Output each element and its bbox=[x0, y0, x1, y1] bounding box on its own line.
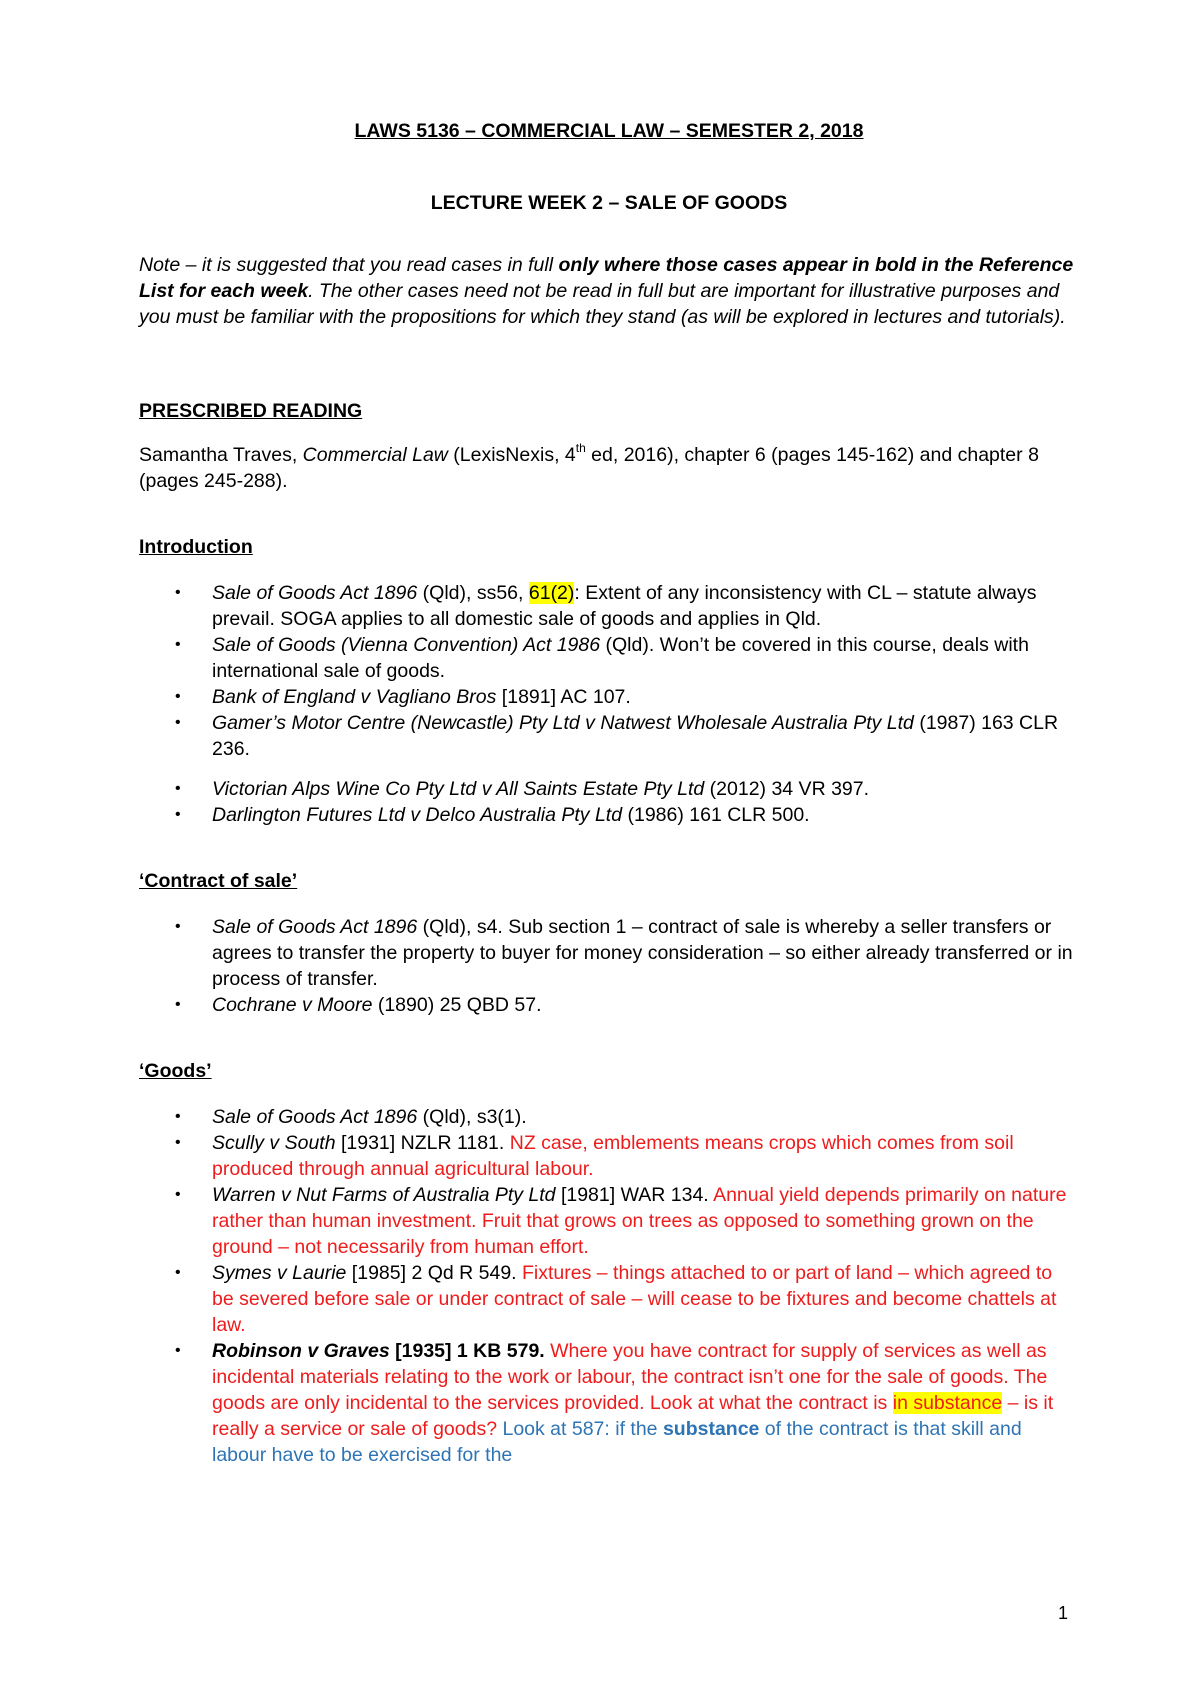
note-bold-text: only where those cases appear in bold in the Reference List for each week bbox=[139, 254, 1074, 302]
publisher-text: (LexisNexis, 4 bbox=[447, 444, 576, 466]
list-item bbox=[139, 992, 1079, 1018]
bullet-icon: • bbox=[175, 688, 181, 705]
case-citation: [1935] 1 KB 579. bbox=[389, 1340, 545, 1362]
case-name: Sale of Goods Act 1896 bbox=[212, 1106, 418, 1128]
bullet-icon: • bbox=[175, 1134, 181, 1151]
case-name: Robinson v Graves bbox=[212, 1340, 390, 1362]
contract-of-sale-list bbox=[139, 914, 1079, 1018]
goods-heading: ‘Goods’ bbox=[139, 1060, 212, 1082]
case-citation: (2012) 34 VR 397. bbox=[704, 778, 870, 800]
case-citation: [1981] WAR 134. bbox=[555, 1184, 714, 1206]
list-item bbox=[139, 684, 1079, 710]
bullet-icon: • bbox=[175, 780, 181, 797]
case-citation: [1891] AC 107. bbox=[496, 686, 631, 708]
bullet-icon: • bbox=[175, 714, 181, 731]
list-item bbox=[139, 776, 1079, 802]
note-text-2: . The other cases need not be read in full but are important for illustrative purposes and you must be familiar with the propositions for which they stand (as will be explored in lectures and tutorials). bbox=[139, 280, 1066, 328]
page-content bbox=[139, 118, 1079, 1468]
case-name: Cochrane v Moore bbox=[212, 994, 373, 1016]
contract-of-sale-heading: ‘Contract of sale’ bbox=[139, 870, 298, 892]
bullet-icon: • bbox=[175, 1342, 181, 1359]
case-citation: [1931] NZLR 1181. bbox=[335, 1132, 510, 1154]
list-item bbox=[139, 1104, 1079, 1130]
book-title: Commercial Law bbox=[302, 444, 448, 466]
red-annotation: – is it really a service or sale of goods? bbox=[212, 1392, 1054, 1440]
note-text-1: Note – it is suggested that you read cases in full bbox=[139, 254, 559, 276]
case-name: Warren v Nut Farms of Australia Pty Ltd bbox=[212, 1184, 556, 1206]
list-item bbox=[139, 802, 1079, 828]
bullet-icon: • bbox=[175, 806, 181, 823]
bullet-icon: • bbox=[175, 1264, 181, 1281]
page-number: 1 bbox=[1057, 1603, 1068, 1623]
introduction-list bbox=[139, 580, 1079, 828]
case-name: Sale of Goods Act 1896 bbox=[212, 582, 418, 604]
case-note: : Extent of any inconsistency with CL – statute always prevail. SOGA applies to all domestic sale of goods and applies in Qld. bbox=[212, 582, 1037, 630]
prescribed-reading-heading: PRESCRIBED READING bbox=[139, 400, 363, 422]
case-citation: (Qld). Won’t be covered in this course, deals with international sale of goods. bbox=[212, 634, 1029, 682]
blue-annotation: Look at 587: if the bbox=[502, 1418, 663, 1440]
blue-annotation: of the contract is that skill and labour have to be exercised for the bbox=[212, 1418, 1022, 1466]
case-name: Bank of England v Vagliano Bros bbox=[212, 686, 497, 708]
introduction-heading: Introduction bbox=[139, 536, 253, 558]
list-item bbox=[139, 1130, 1079, 1182]
case-name: Gamer’s Motor Centre (Newcastle) Pty Ltd v Natwest Wholesale Australia Pty Ltd bbox=[212, 712, 914, 734]
case-citation: [1985] 2 Qd R 549. bbox=[346, 1262, 523, 1284]
case-citation: (Qld), s4. Sub section 1 – contract of sale is whereby a seller transfers or agrees to transfer the property to buyer for money consideration – so either already transferred or in process of transfer. bbox=[212, 916, 1073, 990]
case-citation: (1987) 163 CLR 236. bbox=[212, 712, 1059, 760]
list-item bbox=[139, 1338, 1079, 1468]
list-item bbox=[139, 1182, 1079, 1260]
case-name: Sale of Goods (Vienna Convention) Act 1986 bbox=[212, 634, 601, 656]
list-item bbox=[139, 1260, 1079, 1338]
bullet-icon: • bbox=[175, 918, 181, 935]
case-name: Scully v South bbox=[212, 1132, 336, 1154]
bullet-icon: • bbox=[175, 996, 181, 1013]
case-name: Darlington Futures Ltd v Delco Australia Pty Ltd bbox=[212, 804, 623, 826]
case-name: Victorian Alps Wine Co Pty Ltd v All Saints Estate Pty Ltd bbox=[212, 778, 705, 800]
list-item bbox=[139, 580, 1079, 632]
case-name: Sale of Goods Act 1896 bbox=[212, 916, 418, 938]
reading-note bbox=[139, 252, 1079, 330]
case-citation: (1986) 161 CLR 500. bbox=[622, 804, 810, 826]
red-annotation: Fixtures – things attached to or part of land – which agreed to be severed before sale or under contract of sale – will cease to be fixtures and become chattels at law. bbox=[212, 1262, 1057, 1336]
list-item bbox=[139, 914, 1079, 992]
highlighted-section: 61(2) bbox=[528, 582, 575, 604]
lecture-subtitle: LECTURE WEEK 2 – SALE OF GOODS bbox=[430, 192, 788, 214]
case-citation: (1890) 25 QBD 57. bbox=[372, 994, 542, 1016]
bullet-icon: • bbox=[175, 636, 181, 653]
bullet-icon: • bbox=[175, 1108, 181, 1125]
red-annotation: Annual yield depends primarily on nature rather than human investment. Fruit that grows on trees as opposed to something grown on the ground – not necessarily from human effort. bbox=[212, 1184, 1067, 1258]
case-citation: (Qld), ss56, bbox=[417, 582, 529, 604]
red-annotation: Where you have contract for supply of services as well as incidental materials relating to the work or labour, the contract isn’t one for the sale of goods. The goods are only incidental to the services provided. Look at what the contract is bbox=[212, 1340, 1048, 1414]
red-annotation: NZ case, emblements means crops which comes from soil produced through annual agricultural labour. bbox=[212, 1132, 1014, 1180]
goods-list bbox=[139, 1104, 1079, 1468]
highlighted-phrase: in substance bbox=[892, 1392, 1003, 1414]
edition-superscript: th bbox=[575, 440, 586, 455]
blue-bold-term: substance bbox=[662, 1418, 760, 1440]
list-item bbox=[139, 632, 1079, 684]
bullet-icon: • bbox=[175, 584, 181, 601]
chapters-text: ed, 2016), chapter 6 (pages 145-162) and chapter 8 (pages 245-288). bbox=[139, 444, 1039, 492]
bullet-icon: • bbox=[175, 1186, 181, 1203]
document-title: LAWS 5136 – COMMERCIAL LAW – SEMESTER 2, 2018 bbox=[354, 120, 864, 142]
list-item bbox=[139, 710, 1079, 762]
prescribed-reading-text bbox=[139, 442, 1079, 494]
case-name: Symes v Laurie bbox=[212, 1262, 347, 1284]
author-text: Samantha Traves, bbox=[139, 444, 303, 466]
case-citation: (Qld), s3(1). bbox=[417, 1106, 527, 1128]
